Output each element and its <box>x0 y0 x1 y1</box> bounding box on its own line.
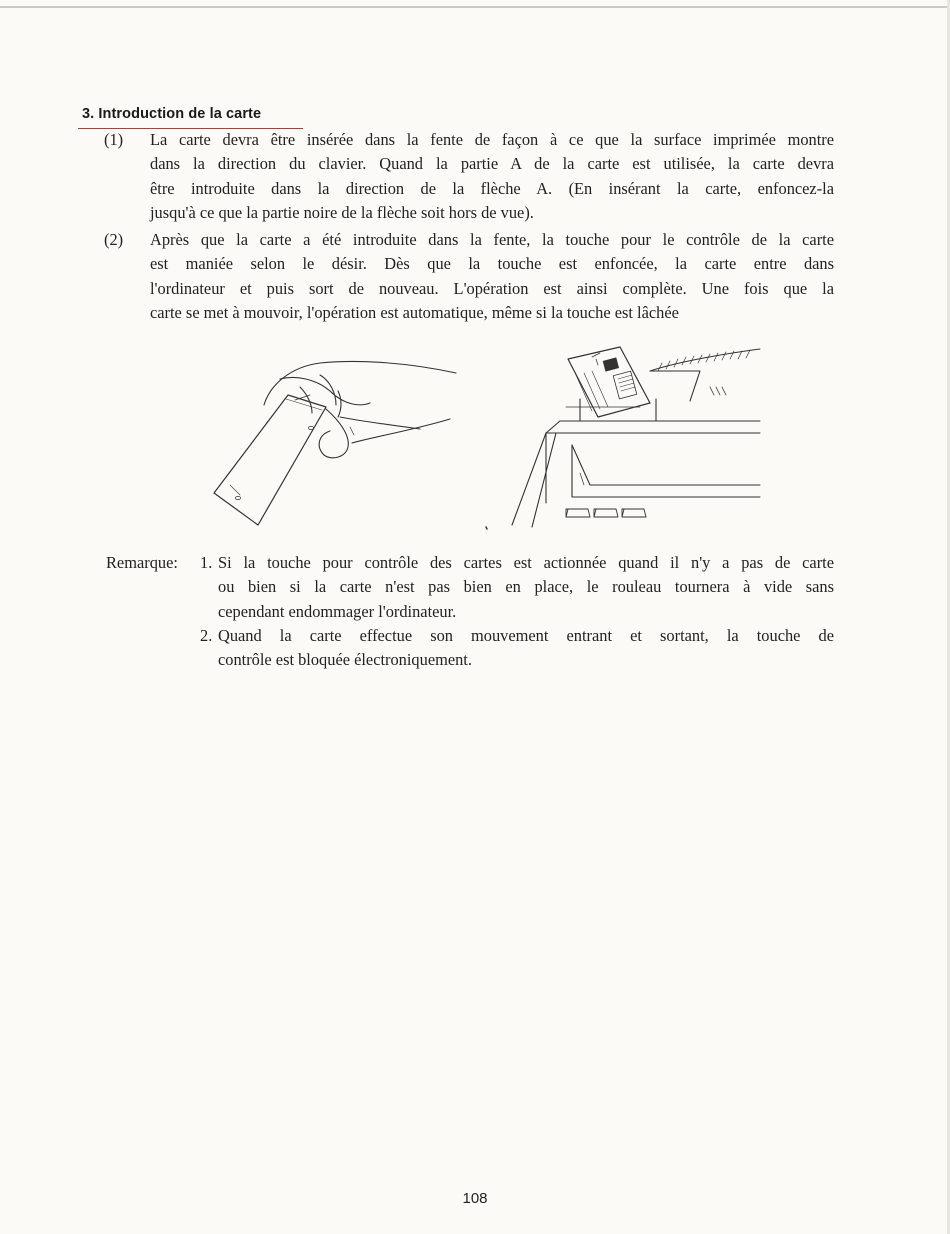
text-line: jusqu'à ce que la partie noire de la flèche soit hors de vue). <box>150 203 534 223</box>
card-insertion-figure <box>200 335 780 535</box>
text-line: être introduite dans la direction de la flèche A. (En insérant la carte, enfoncez-la <box>150 178 834 198</box>
item-text <box>150 228 834 326</box>
section-heading: 3. Introduction de la carte <box>82 106 262 122</box>
text-line: La carte devra être insérée dans la fente de façon à ce que la surface imprimée montre <box>150 130 834 149</box>
text-line: cependant endommager l'ordinateur. <box>218 601 457 621</box>
item-number: (2) <box>104 230 124 249</box>
text-line: Si la touche pour contrôle des cartes est actionnée quand il n'y a pas de carte <box>218 553 834 572</box>
remark-text <box>218 551 834 624</box>
item-text <box>150 128 834 226</box>
text-line: Quand la carte effectue son mouvement entrant et sortant, la touche de <box>218 626 834 645</box>
text-line: carte se met à mouvoir, l'opération est automatique, même si la touche est lâchée <box>150 303 679 323</box>
text-line: dans la direction du clavier. Quand la partie A de la carte est utilisée, la carte devra <box>150 154 834 174</box>
text-line: contrôle est bloquée électroniquement. <box>218 650 472 670</box>
top-edge-rule <box>0 6 950 8</box>
remark-number: 1. <box>200 553 213 572</box>
page-number: 108 <box>462 1190 488 1207</box>
remark-number: 2. <box>200 626 213 645</box>
text-line: est maniée selon le désir. Dès que la touche est enfoncée, la carte entre dans <box>150 254 834 274</box>
text-line: l'ordinateur et puis sort de nouveau. L'opération est ainsi complète. Une fois que la <box>150 278 834 298</box>
text-line: ou bien si la carte n'est pas bien en place, le rouleau tournera à vide sans <box>218 577 834 597</box>
hand-holding-card-illustration <box>214 361 456 525</box>
item-number: (1) <box>104 130 124 149</box>
remark-text <box>218 624 834 673</box>
computer-card-slot-illustration <box>486 347 760 529</box>
remark-label: Remarque: <box>106 553 178 572</box>
text-line: Après que la carte a été introduite dans la fente, la touche pour le contrôle de la carte <box>150 230 834 249</box>
